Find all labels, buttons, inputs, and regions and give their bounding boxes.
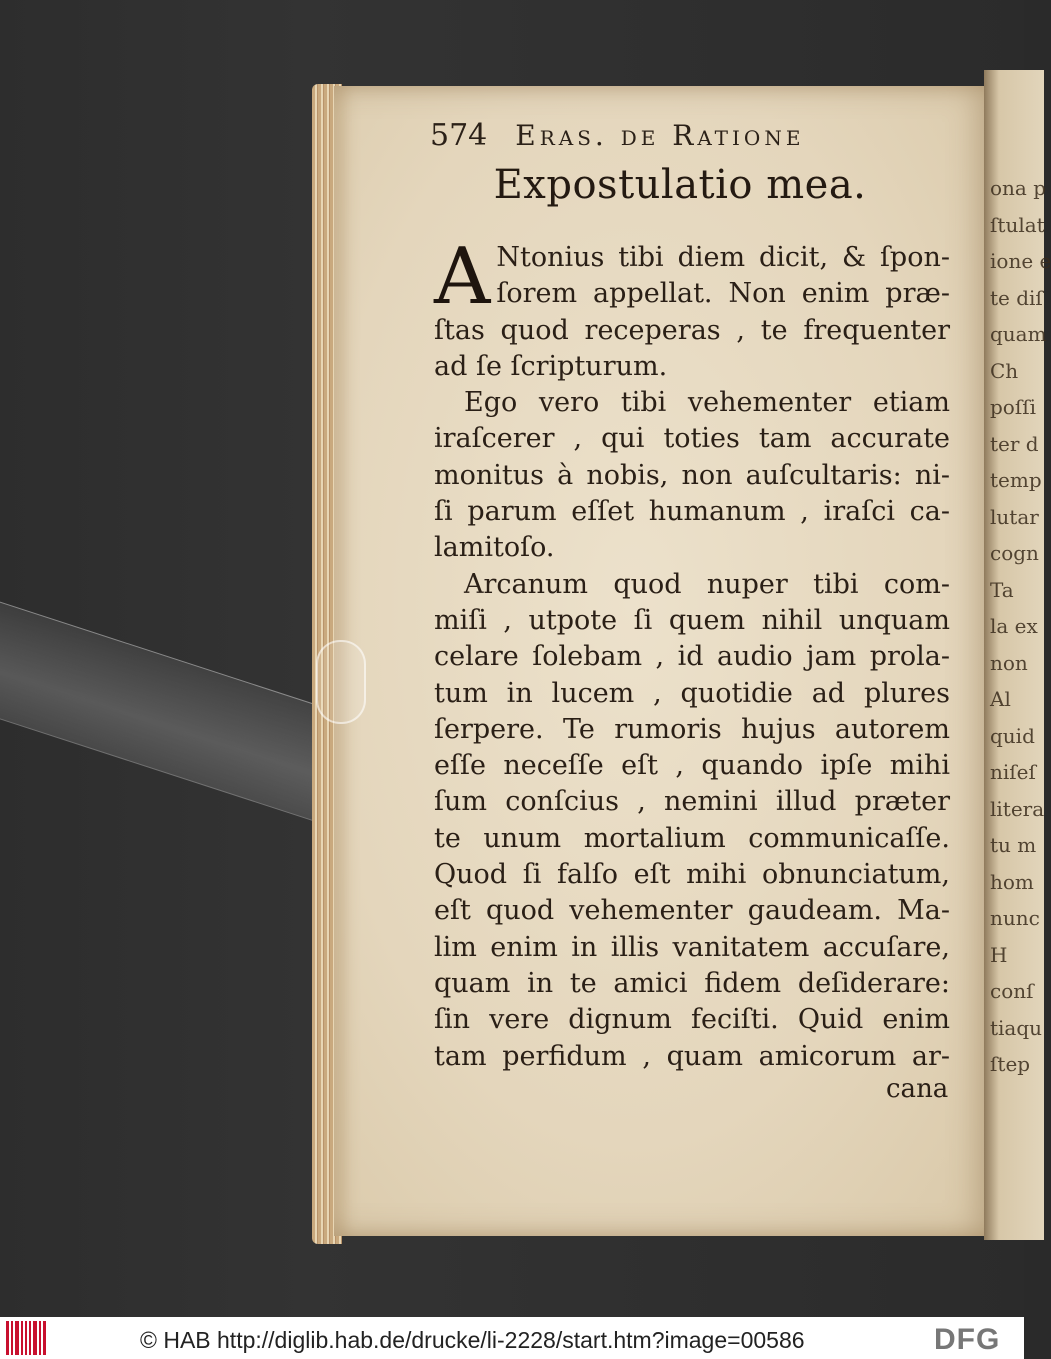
text-line: lamitoſo.	[434, 532, 555, 564]
running-head-title: Eras. de Ratione	[515, 119, 805, 152]
text-line: celare ſolebam , id audio jam prola-	[434, 641, 950, 673]
body-text	[434, 232, 950, 1075]
text-line: ſerpere. Te rumoris hujus autorem	[434, 713, 950, 745]
text-line: ſorem appellat. Non enim præ-	[496, 278, 950, 310]
text-line: ad ſe ſcripturum.	[434, 350, 668, 382]
text-line: miſi , utpote ſi quem nihil unquam	[434, 604, 950, 636]
text-line: iraſcerer , qui toties tam accurate	[434, 423, 950, 455]
text-line: Ntonius tibi diem dicit, & ſpon-	[496, 242, 950, 273]
strap-tip	[316, 640, 366, 724]
text-line: eſſe neceſſe eſt , quando ipſe mihi	[434, 750, 950, 782]
running-head	[430, 118, 870, 162]
text-line: ſi parum eſſet humanum , iraſci ca-	[434, 496, 950, 528]
next-page-text: ona p ſtulat ione e te diſ quam Ch poſſi ter d temp lutar cogn Ta la ex non Al quid niſeſ litera tu m hom nunc H conſ tiaqu ſtep	[990, 176, 1051, 1076]
next-page-edge	[984, 70, 1051, 1240]
text-line: Ego vero tibi vehementer etiam	[464, 387, 950, 419]
text-line: Arcanum quod nuper tibi com-	[464, 568, 950, 600]
drop-capital: A	[434, 232, 491, 322]
dfg-logo: DFG	[934, 1323, 1001, 1356]
page-number: 574	[430, 118, 488, 153]
footer-copyright-link[interactable]: © HAB http://diglib.hab.de/drucke/li-2228/start.htm?image=00586	[140, 1327, 805, 1353]
text-line: te unum mortalium communicaſſe.	[434, 822, 950, 854]
text-line: ſin vere dignum feciſti. Quid enim	[434, 1004, 950, 1036]
text-line: lim enim in illis vanitatem accuſare,	[434, 931, 950, 963]
text-line: eſt quod vehementer gaudeam. Ma-	[434, 895, 950, 927]
book-strap	[0, 588, 357, 824]
catchword: cana	[886, 1074, 949, 1104]
section-title: Expostulatio mea.	[493, 162, 867, 208]
text-line: quam in te amici fidem deſiderare:	[434, 967, 950, 999]
text-line: tum in lucem , quotidie ad plures	[434, 677, 950, 709]
text-line: Quod ſi falſo eſt mihi obnunciatum,	[434, 859, 950, 891]
barcode-icon	[6, 1321, 46, 1355]
text-line: ſum conſcius , nemini illud præter	[434, 786, 950, 818]
text-line: ſtas quod receperas , te frequenter	[434, 314, 950, 346]
text-line: monitus à nobis, non auſcultaris: ni-	[434, 459, 950, 491]
text-line: tam perfidum , quam amicorum ar-	[434, 1040, 950, 1072]
